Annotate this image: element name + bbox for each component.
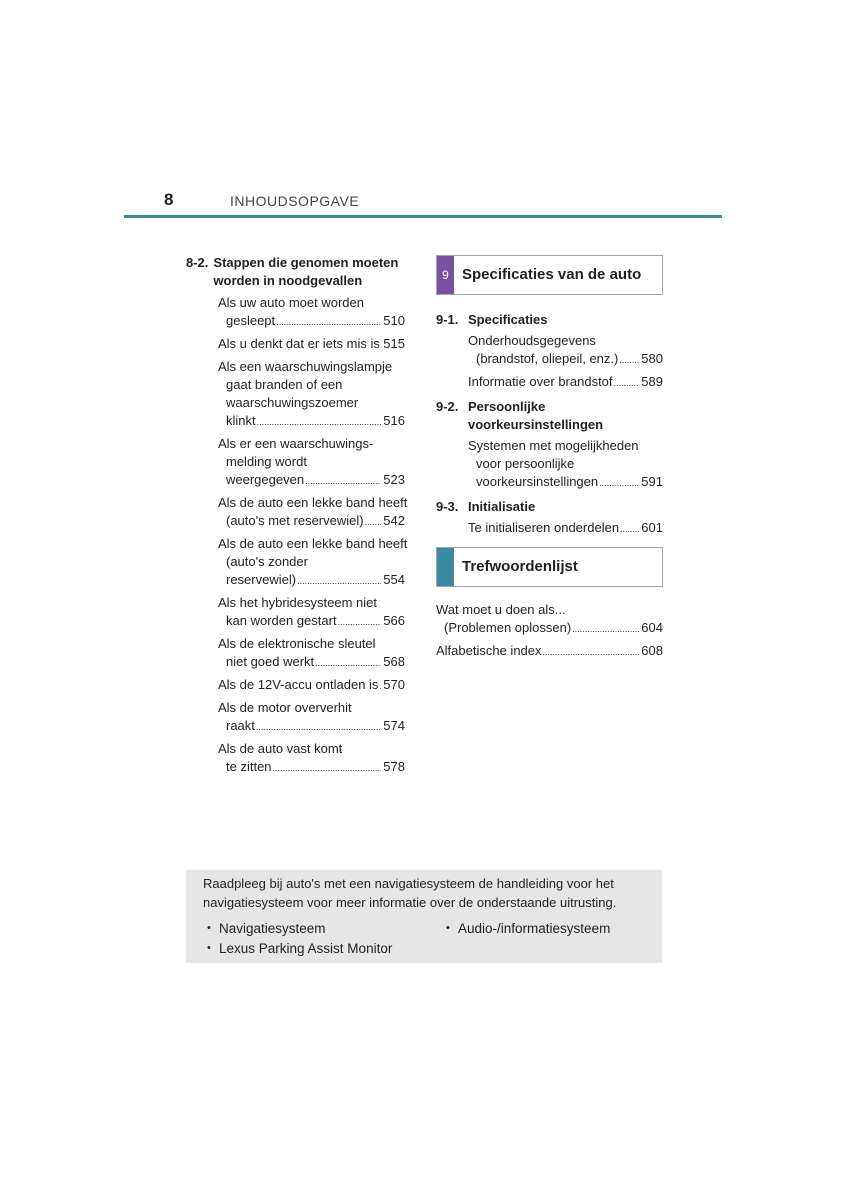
- page-ref: 578: [383, 759, 405, 774]
- page-title: INHOUDSOPGAVE: [230, 193, 360, 209]
- toc-entry[interactable]: Als de auto een lekke band heeft (auto's met reservewiel) ..... 542: [218, 494, 405, 531]
- page-ref: 515: [383, 336, 405, 351]
- toc-entry[interactable]: Als de auto vast komt te zitten ..... 578: [218, 740, 405, 777]
- page-ref: 523: [383, 472, 405, 487]
- index-chapter-header[interactable]: [436, 547, 663, 587]
- toc-entry[interactable]: Als de 12V-accu ontladen is ..... 570: [218, 676, 405, 695]
- page-ref: 516: [383, 413, 405, 428]
- bullet-item: • Lexus Parking Assist Monitor: [219, 939, 392, 958]
- toc-entry[interactable]: Als het hybridesysteem niet kan worden gestart ..... 566: [218, 594, 405, 631]
- section-heading-9-1: 9-1. Specificaties: [436, 312, 548, 327]
- note-text: Raadpleeg bij auto's met een navigatiesysteem de handleiding voor het navigatiesysteem voor meer informatie over de onderstaande uitrusting.: [203, 876, 617, 910]
- toc-entry[interactable]: Als de auto een lekke band heeft (auto's zonder reservewiel) ..... 554: [218, 535, 405, 590]
- toc-entry[interactable]: Als uw auto moet worden gesleept ..... 510: [218, 294, 405, 331]
- toc-entry[interactable]: Wat moet u doen als... (Problemen oplossen) ..... 604: [436, 601, 663, 638]
- note-box: [186, 870, 662, 963]
- chapter-9-header[interactable]: [436, 255, 663, 295]
- section-title: Stappen die genomen moeten worden in noodgevallen: [213, 255, 399, 288]
- page-ref: 604: [641, 620, 663, 635]
- toc-entry[interactable]: Onderhoudsgegevens (brandstof, oliepeil, enz.) ..... 580: [468, 332, 663, 369]
- chapter-tab: 9: [437, 256, 454, 294]
- toc-entry[interactable]: Als de elektronische sleutel niet goed werkt ..... 568: [218, 635, 405, 672]
- chapter-title: Trefwoordenlijst: [462, 558, 578, 575]
- toc-left-column: [186, 254, 408, 777]
- toc-entry[interactable]: Systemen met mogelijkheden voor persoonlijke voorkeursinstellingen ..... 591: [468, 437, 663, 492]
- page-number: 8: [164, 190, 174, 209]
- page-ref: 554: [383, 572, 405, 587]
- page-ref: 608: [641, 643, 663, 658]
- page-ref: 568: [383, 654, 405, 669]
- header-rule: [124, 215, 722, 218]
- bullet-item: • Audio-/informatiesysteem: [458, 919, 610, 938]
- section-heading-9-2: 9-2. Persoonlijke voorkeursinstellingen: [436, 399, 604, 432]
- chapter-tab: [437, 548, 454, 586]
- bullet-item: • Navigatiesysteem: [219, 919, 326, 938]
- page-ref: 580: [641, 351, 663, 366]
- toc-entry[interactable]: Alfabetische index ..... 608: [436, 642, 663, 661]
- toc-entry[interactable]: Informatie over brandstof ..... 589: [468, 373, 663, 392]
- section-number: 8-2.: [186, 255, 209, 270]
- page-ref: 510: [383, 313, 405, 328]
- toc-entry[interactable]: Te initialiseren onderdelen ..... 601: [468, 519, 663, 538]
- page-ref: 566: [383, 613, 405, 628]
- toc-entry[interactable]: Als de motor oververhit raakt ..... 574: [218, 699, 405, 736]
- toc-right-column: [436, 255, 663, 661]
- toc-entry[interactable]: Als u denkt dat er iets mis is ..... 515: [218, 335, 405, 354]
- page-ref: 601: [641, 520, 663, 535]
- page-ref: 570: [383, 677, 405, 692]
- toc-entry[interactable]: Als een waarschuwingslampje gaat branden of een waarschuwingszoemer klinkt ..... 516: [218, 358, 405, 431]
- section-heading-9-3: 9-3. Initialisatie: [436, 499, 536, 514]
- page-ref: 591: [641, 474, 663, 489]
- page-ref: 574: [383, 718, 405, 733]
- section-heading-8-2: [186, 254, 405, 290]
- toc-entry[interactable]: Als er een waarschuwings- melding wordt weergegeven ..... 523: [218, 435, 405, 490]
- chapter-title: Specificaties van de auto: [462, 266, 642, 283]
- page-ref: 542: [383, 513, 405, 528]
- page-ref: 589: [641, 374, 663, 389]
